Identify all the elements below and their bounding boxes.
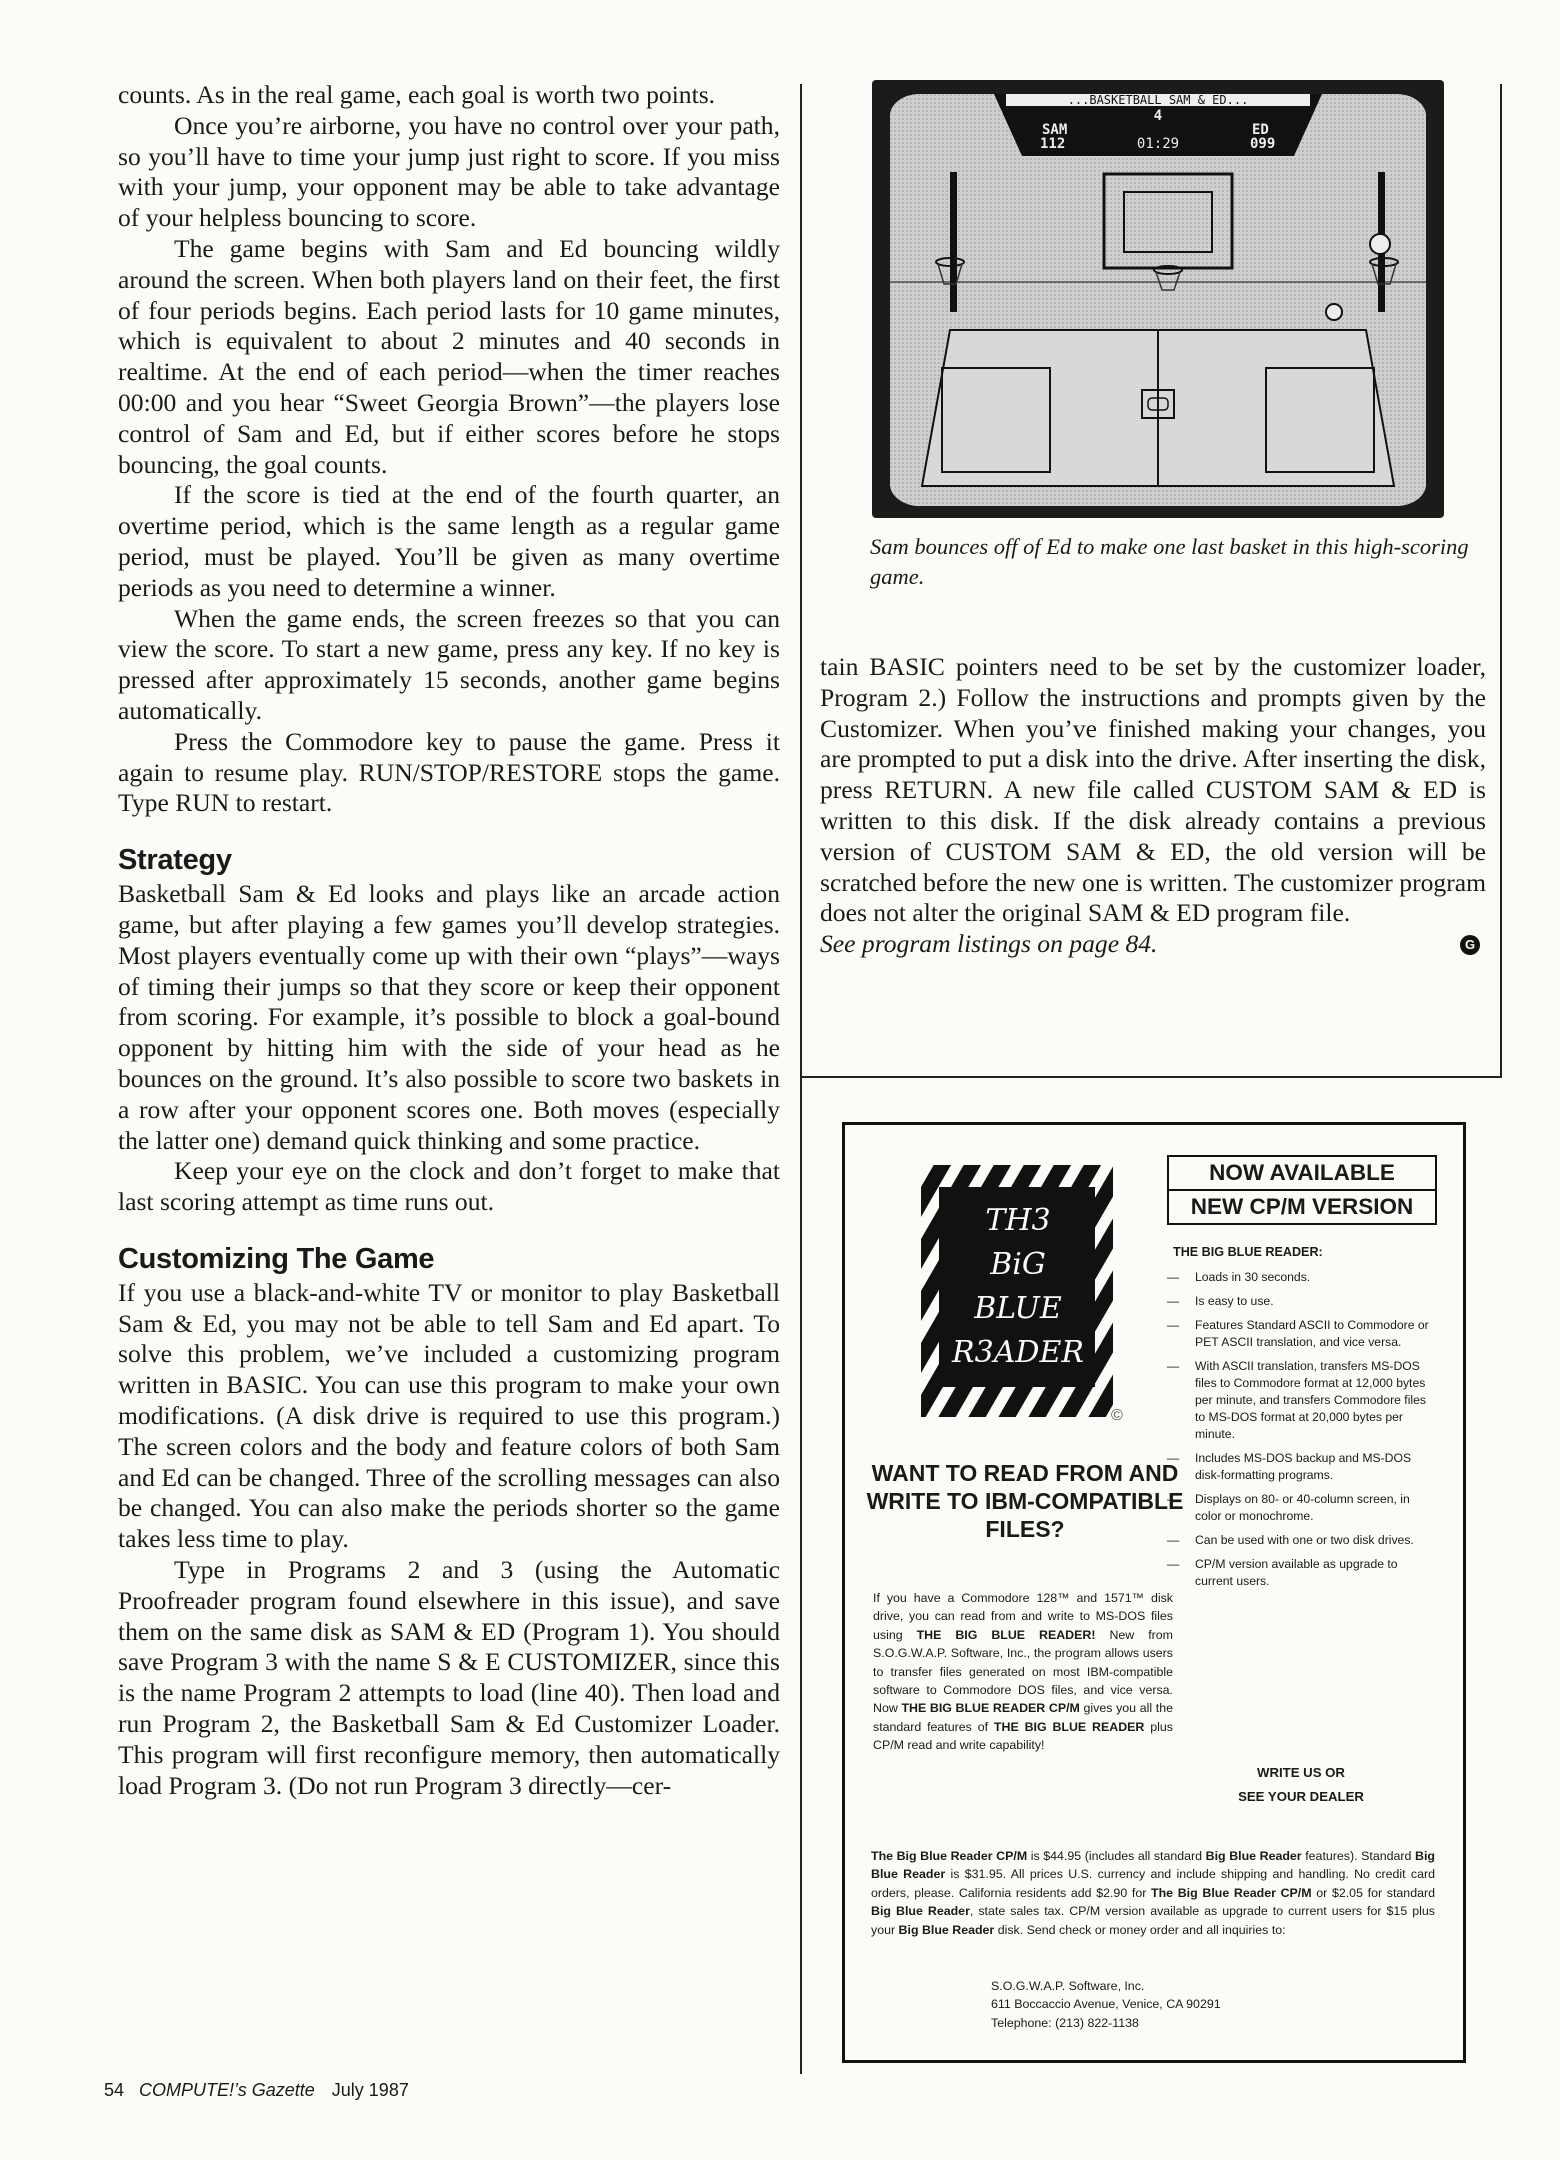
page-number: 54: [104, 2080, 125, 2100]
write-line: WRITE US OR: [1257, 1765, 1345, 1780]
company-name: S.O.G.W.A.P. Software, Inc.: [991, 1979, 1145, 1993]
right-paragraph: tain BASIC pointers need to be set by the customizer loader, Program 2.) Follow the instructions and prompts given by the Customizer. When you’ve finished making your changes, you are prompted to put a disk into the drive. After inserting the disk, press RETURN. A new file called CUSTOM SAM & ED is written to this disk. If the disk already contains a previous version of CUSTOM SAM & ED, the old version will be scratched before the new one is written. The customizer program does not alter the original SAM & ED program file.: [820, 652, 1486, 928]
section-heading: Customizing The Game: [118, 1242, 435, 1275]
left-column: [118, 80, 780, 1801]
feature-item: — Can be used with one or two disk drives.: [1167, 1532, 1435, 1549]
right-column-border: [1500, 84, 1502, 1078]
player2-score: 099: [1250, 136, 1276, 152]
end-mark-icon: G: [1460, 935, 1480, 955]
product-name: THE BIG BLUE READER!: [916, 1627, 1096, 1642]
right-column-bottom-rule: [800, 1076, 1502, 1078]
article-paragraph: Once you’re airborne, you have no control over your path, so you’ll have to time your jump just right to score. If you miss with your jump, your opponent may be able to take advantage of your helpless bouncing to score.: [118, 110, 780, 233]
ad-text-run: , state sales tax. CP/M version available as upgrade to current users for $15 plus your: [871, 1904, 1435, 1937]
ad-headline: WANT TO READ FROM AND WRITE TO IBM-COMPATIBLE FILES?: [866, 1460, 1184, 1542]
page-footer: [104, 2080, 409, 2101]
figure-caption: Sam bounces off of Ed to make one last basket in this high-scoring game.: [870, 534, 1469, 589]
features-list: [1167, 1269, 1435, 1597]
ad-fine-print: [871, 1847, 1435, 1939]
ad-text-run: is $44.95 (includes all standard: [1027, 1849, 1206, 1863]
article-paragraph: Press the Commodore key to pause the game. Press it again to resume play. RUN/STOP/RESTORE stops the game. Type RUN to restart.: [118, 726, 780, 818]
game-clock: 01:29: [1136, 136, 1180, 152]
copyright-symbol: ©: [1111, 1407, 1123, 1424]
ad-text-run: gives you all the standard features of: [873, 1701, 1173, 1734]
ad-text-run: or $2.05 for standard: [1311, 1885, 1435, 1900]
product-name: The Big Blue Reader CP/M: [871, 1849, 1028, 1863]
game-screenshot: [872, 80, 1444, 518]
cpm-version-label: NEW CP/M VERSION: [1169, 1189, 1435, 1223]
game-screen: [890, 94, 1426, 506]
period-number: 4: [1153, 108, 1163, 124]
product-name: THE BIG BLUE READER CP/M: [901, 1701, 1080, 1716]
ad-text-run: New from S.O.G.W.A.P. Software, Inc., the program allows users to transfer files generated on most IBM-compatible software to Commodore DOS files, and vice versa. Now: [873, 1627, 1173, 1716]
article-paragraph: Keep your eye on the clock and don’t forget to make that last scoring attempt as time runs out.: [118, 1156, 780, 1217]
write-us-note: [1167, 1761, 1435, 1809]
big-blue-reader-logo: [921, 1165, 1113, 1417]
right-column: [820, 652, 1486, 960]
telephone: Telephone: (213) 822-1138: [991, 2015, 1139, 2030]
article-paragraph: Type in Programs 2 and 3 (using the Automatic Proofreader program found elsewhere in this issue), and save them on the same disk as SAM & ED (Program 1). You should save Program 3 with the name S & E CUSTOMIZER, since this is the name Program 2 attempts to load (line 40). Then load and run Program 2, the Basketball Sam & Ed Customizer Loader. This program will first reconfigure memory, then automatically load Program 3. (Do not run Program 3 directly—cer-: [118, 1555, 780, 1800]
program-listings-note: [820, 929, 1486, 960]
banner-text: ...BASKETBALL SAM & ED...: [1067, 94, 1249, 107]
section-heading: Strategy: [118, 844, 232, 877]
product-name: Big Blue Reader: [871, 1849, 1435, 1882]
feature-item: — CP/M version available as upgrade to current users.: [1167, 1556, 1435, 1590]
player1-name: SAM: [1042, 122, 1068, 138]
game-court-graphic: [890, 94, 1426, 506]
article-paragraph: When the game ends, the screen freezes so that you can view the score. To start a new game, press any key. If no key is pressed after approximately 15 seconds, another game begins automatically.: [118, 603, 780, 725]
ad-text-run: plus CP/M read and write capability!: [873, 1719, 1173, 1753]
feature-item: — With ASCII translation, transfers MS-DOS files to Commodore format at 12,000 bytes per minute, and transfers Commodore files to MS-DOS format at 20,000 bytes per minute.: [1167, 1358, 1435, 1443]
listings-text: See program listings on page 84.: [820, 929, 1158, 959]
features-title: THE BIG BLUE READER:: [1173, 1245, 1323, 1259]
ad-text-run: If you have a Commodore 128™ and 1571™ disk drive, you can read from and write to MS-DOS files using: [873, 1591, 1173, 1642]
ad-body-text: [873, 1589, 1173, 1755]
publication-name: COMPUTE!’s Gazette: [139, 2080, 315, 2100]
feature-item: — Is easy to use.: [1167, 1293, 1435, 1310]
article-paragraph: Basketball Sam & Ed looks and plays like an arcade action game, but after playing a few games you’ll develop strategies. Most players eventually come up with their own “plays”—ways of timing their jumps so that they score or keep their opponent from scoring. For example, it’s possible to block a goal-bound opponent by hitting him with the side of your head as he bounces on the ground. It’s also possible to score two baskets in a row after your opponent scores one. Both moves (especially the latter one) demand quick thinking and some practice.: [118, 879, 780, 1155]
street-address: 611 Boccaccio Avenue, Venice, CA 90291: [991, 1997, 1221, 2012]
column-divider: [800, 84, 802, 2074]
product-name: The Big Blue Reader CP/M: [1151, 1885, 1312, 1900]
article-paragraph: If you use a black-and-white TV or monitor to play Basketball Sam & Ed, you may not be able to tell Sam and Ed apart. To solve this problem, we’ve included a customizing program written in BASIC. You can use this program to make your own modifications. (A disk drive is required to use this program.) The screen colors and the body and feature colors of both Sam and Ed can be changed. Three of the scrolling messages can also be changed. You can also make the periods shorter so the game takes less time to play.: [118, 1277, 780, 1554]
big-blue-reader-ad: [842, 1122, 1466, 2063]
article-paragraph: The game begins with Sam and Ed bouncing wildly around the screen. When both players land on their feet, the first of four periods begins. Each period lasts for 10 game minutes, which is equivalent to about 2 minutes and 40 seconds in realtime. At the end of each period—when the timer reaches 00:00 and you hear “Sweet Georgia Brown”—the players lose control of Sam and Ed, but if either scores before he stops bouncing, the goal counts.: [118, 233, 780, 479]
feature-item: — Displays on 80- or 40-column screen, in color or monochrome.: [1167, 1491, 1435, 1525]
feature-item: — Includes MS-DOS backup and MS-DOS disk-formatting programs.: [1167, 1450, 1435, 1484]
ad-text-run: is $31.95. All prices U.S. currency and include shipping and handling. No credit card orders, please. California residents add $2.90 for: [871, 1867, 1435, 1900]
logo-line: BiG: [990, 1247, 1046, 1282]
logo-text: [943, 1199, 1093, 1375]
logo-line: R3ADER: [952, 1335, 1084, 1370]
player1-score: 112: [1040, 136, 1066, 152]
player2-name: ED: [1252, 122, 1269, 138]
dealer-line: SEE YOUR DEALER: [1238, 1789, 1364, 1804]
product-name: Big Blue Reader: [898, 1922, 995, 1937]
feature-item: — Features Standard ASCII to Commodore or PET ASCII translation, and vice versa.: [1167, 1317, 1435, 1351]
feature-item: — Loads in 30 seconds.: [1167, 1269, 1435, 1286]
product-name: Big Blue Reader: [1205, 1849, 1302, 1863]
product-name: THE BIG BLUE READER: [993, 1719, 1145, 1734]
logo-line: TH3: [985, 1203, 1051, 1238]
article-paragraph: If the score is tied at the end of the fourth quarter, an overtime period, which is the same length as a regular game period, must be played. You’ll be given as many overtime periods as you need to determine a winner.: [118, 480, 780, 602]
logo-line: BLUE: [974, 1291, 1062, 1326]
now-available-box: [1167, 1155, 1437, 1225]
article-paragraph: counts. As in the real game, each goal is worth two points.: [118, 80, 716, 109]
product-name: Big Blue Reader: [871, 1904, 970, 1919]
now-available-label: NOW AVAILABLE: [1209, 1160, 1395, 1185]
issue-date: July 1987: [331, 2080, 409, 2100]
ad-text-run: features). Standard: [1301, 1849, 1415, 1863]
ad-text-run: disk. Send check or money order and all inquiries to:: [994, 1922, 1286, 1937]
ad-address: [991, 1977, 1221, 2032]
